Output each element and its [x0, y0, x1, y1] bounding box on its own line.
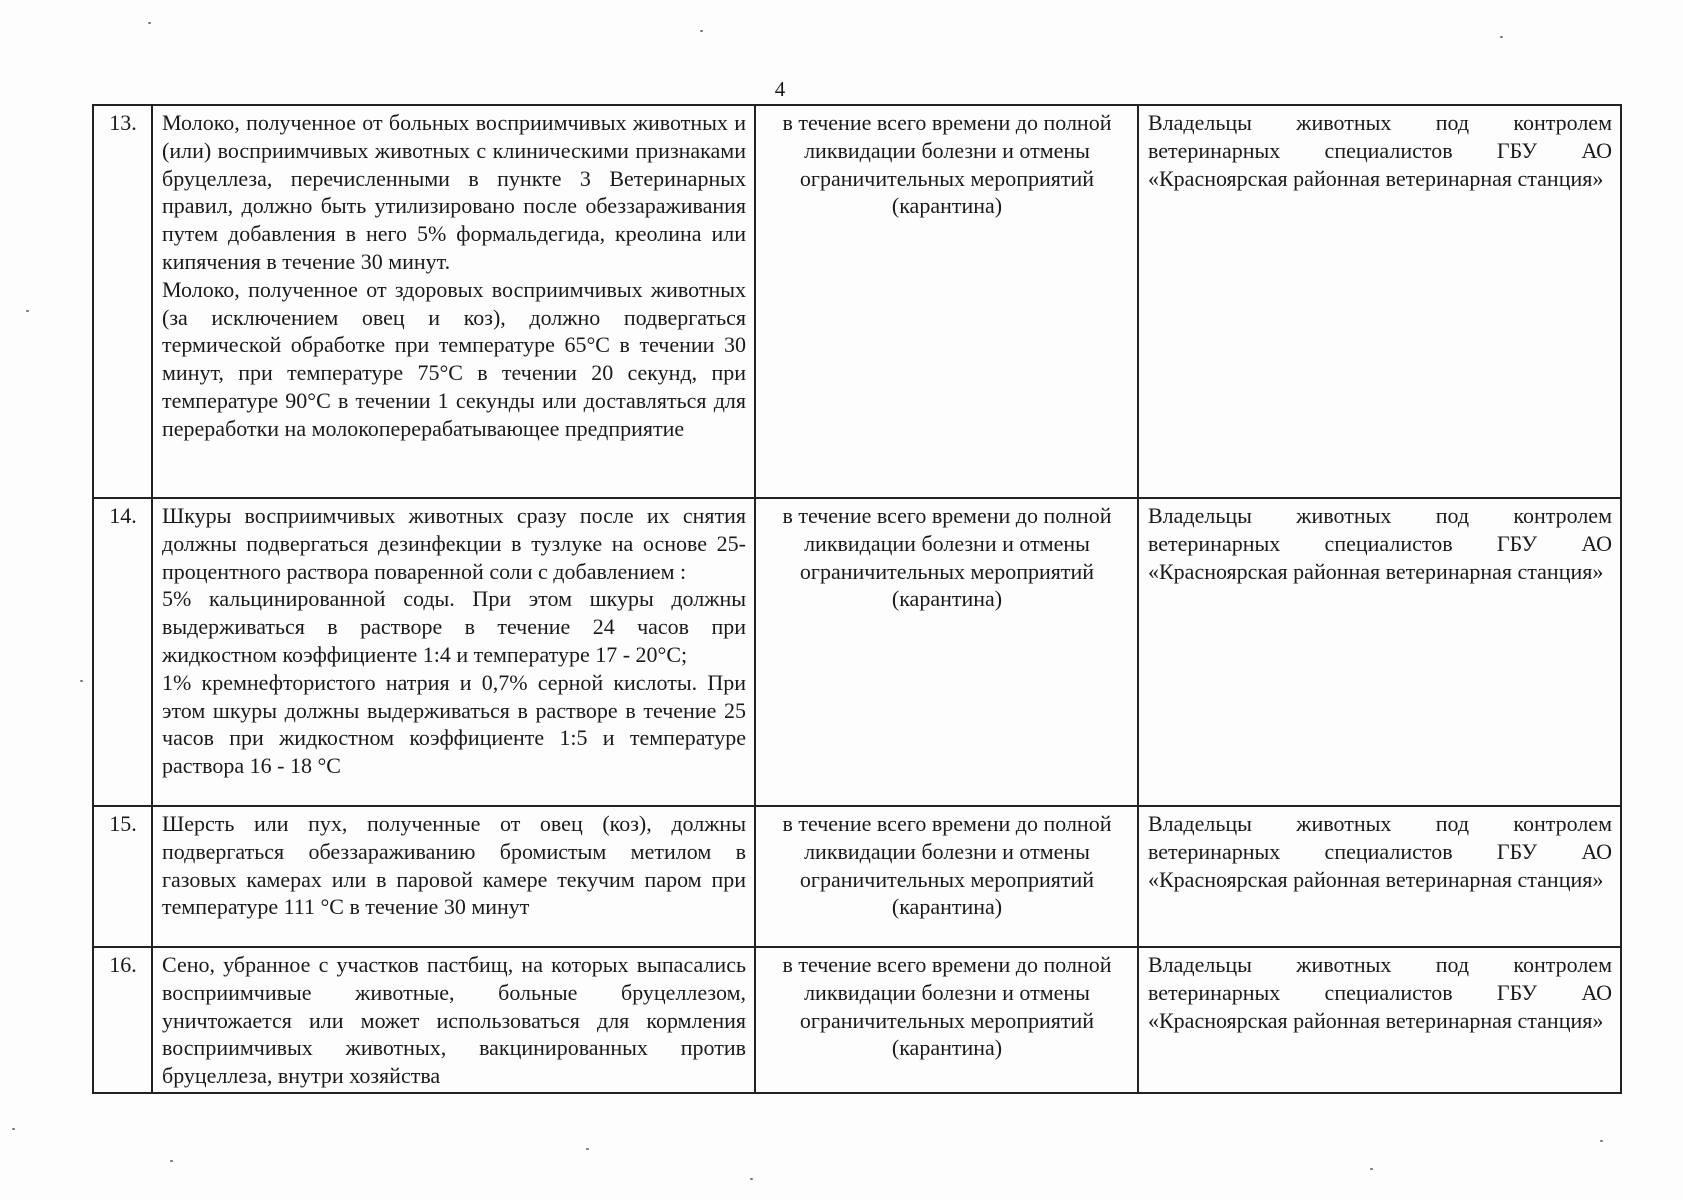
- scan-speck: [1600, 1140, 1603, 1142]
- scan-speck: [148, 22, 151, 24]
- row-number: 13.: [93, 105, 152, 498]
- measure-paragraph: Молоко, полученное от здоровых восприимчивых животных (за исключением овец и коз), должно подвергаться термической обработке при температуре 65°С в течении 30 минут, при температуре 75°С в течении 20 секунд, при температуре 90°С в течении 1 секунды или доставляться для переработки на молокоперерабатывающее предприятие: [162, 276, 746, 441]
- scan-speck: [26, 310, 29, 312]
- measure-cell: [152, 105, 755, 498]
- measure-paragraph: Сено, убранное с участков пастбищ, на которых выпасались восприимчивые животные, больные бруцеллезом, уничтожается или может использоваться для кормления восприимчивых животных, вакцинированных против бруцеллеза, внутри хозяйства: [162, 952, 746, 1089]
- measure-paragraph: Молоко, полученное от больных восприимчивых животных и (или) восприимчивых животных с клиническими признаками бруцеллеза, перечисленными в пункте 3 Ветеринарных правил, должно быть утилизировано после обеззараживания путем добавления в него 5% формальдегида, креолина или кипячения в течение 30 минут.: [162, 110, 746, 274]
- measures-table: [92, 104, 1622, 1094]
- responsible-cell: Владельцы животных под контролем ветеринарных специалистов ГБУ АО «Красноярская районная ветеринарная станция»: [1138, 947, 1621, 1093]
- row-number: 15.: [93, 806, 152, 947]
- table-row: [93, 105, 1621, 498]
- measure-paragraph: 1% кремнефтористого натрия и 0,7% серной кислоты. При этом шкуры должны выдерживаться в растворе в течение 25 часов при жидкостном коэффициенте 1:5 и температуре раствора 16 - 18 °С: [162, 669, 746, 779]
- term-cell: в течение всего времени до полной ликвидации болезни и отмены ограничительных мероприятий (карантина): [755, 806, 1138, 947]
- measure-paragraph: 5% кальцинированной соды. При этом шкуры должны выдерживаться в растворе в течение 24 часов при жидкостном коэффициенте 1:4 и температуре 17 - 20°С;: [162, 586, 746, 667]
- term-cell: в течение всего времени до полной ликвидации болезни и отмены ограничительных мероприятий (карантина): [755, 498, 1138, 806]
- term-cell: в течение всего времени до полной ликвидации болезни и отмены ограничительных мероприятий (карантина): [755, 947, 1138, 1093]
- scan-speck: [586, 1148, 589, 1150]
- table-row: [93, 498, 1621, 806]
- measure-cell: [152, 806, 755, 947]
- measure-cell: [152, 947, 755, 1093]
- scan-speck: [1370, 1168, 1373, 1170]
- responsible-cell: Владельцы животных под контролем ветеринарных специалистов ГБУ АО «Красноярская районная ветеринарная станция»: [1138, 806, 1621, 947]
- row-number: 16.: [93, 947, 152, 1093]
- table-row: [93, 947, 1621, 1093]
- row-number: 14.: [93, 498, 152, 806]
- term-cell: в течение всего времени до полной ликвидации болезни и отмены ограничительных мероприятий (карантина): [755, 105, 1138, 498]
- measure-cell: [152, 498, 755, 806]
- measure-paragraph: Шкуры восприимчивых животных сразу после их снятия должны подвергаться дезинфекции в тузлуке на основе 25-процентного раствора поваренной соли с добавлением :: [162, 503, 746, 584]
- measure-paragraph: Шерсть или пух, полученные от овец (коз), должны подвергаться обеззараживанию бромистым метилом в газовых камерах или в паровой камере текучим паром при температуре 111 °С в течение 30 минут: [162, 811, 746, 920]
- scan-speck: [80, 680, 83, 682]
- responsible-cell: Владельцы животных под контролем ветеринарных специалистов ГБУ АО «Красноярская районная ветеринарная станция»: [1138, 498, 1621, 806]
- page-number: 4: [774, 77, 786, 101]
- scan-speck: [700, 30, 703, 32]
- responsible-cell: Владельцы животных под контролем ветеринарных специалистов ГБУ АО «Красноярская районная ветеринарная станция»: [1138, 105, 1621, 498]
- scan-speck: [12, 1128, 15, 1130]
- table-row: [93, 806, 1621, 947]
- scan-speck: [1500, 36, 1503, 38]
- scan-speck: [750, 1178, 753, 1180]
- scan-speck: [170, 1160, 173, 1162]
